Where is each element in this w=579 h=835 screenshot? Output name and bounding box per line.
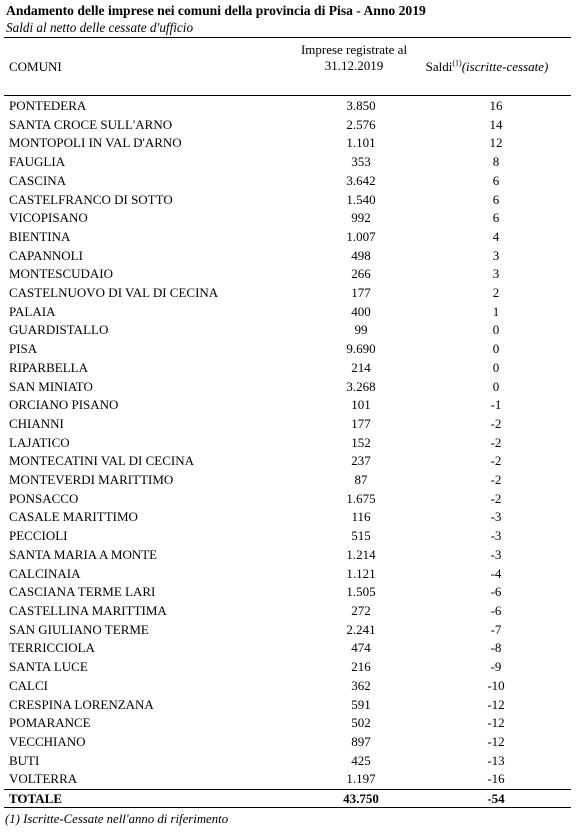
saldo-cell: -1 [490, 397, 502, 413]
imprese-cell: 99 [354, 322, 368, 338]
saldo-cell: -2 [490, 415, 502, 431]
saldo-cell: 0 [492, 322, 500, 338]
imprese-cell: 1.197 [346, 771, 376, 787]
comune-cell: CASTELLINA MARITTIMA [9, 602, 167, 618]
total-label: TOTALE [4, 790, 301, 808]
comune-cell: PALAIA [9, 303, 56, 319]
saldo-cell: 6 [492, 191, 500, 207]
table-row [4, 583, 571, 602]
comune-cell: MONTOPOLI IN VAL D'ARNO [9, 135, 182, 151]
table-row [4, 284, 571, 303]
comune-cell: TERRICCIOLA [9, 640, 95, 656]
column-header-saldi [404, 59, 570, 75]
table-row [4, 378, 571, 397]
table-row [4, 546, 571, 565]
table-row [4, 770, 571, 789]
imprese-cell: 353 [351, 154, 371, 170]
saldo-cell: -3 [490, 509, 502, 525]
saldo-cell: -4 [490, 565, 502, 581]
table-title: Andamento delle imprese nei comuni della provincia di Pisa - Anno 2019 [6, 3, 426, 18]
table-row [4, 621, 571, 640]
saldo-cell: 0 [492, 341, 500, 357]
table-row [4, 471, 571, 490]
imprese-cell: 3.268 [346, 378, 376, 394]
imprese-cell: 498 [351, 247, 371, 263]
comune-cell: VOLTERRA [9, 771, 78, 787]
imprese-cell: 400 [351, 303, 371, 319]
comune-cell: LAJATICO [9, 434, 70, 450]
comune-cell: PONTEDERA [9, 98, 87, 113]
comune-cell: CRESPINA LORENZANA [9, 696, 154, 712]
saldo-cell: -2 [490, 434, 502, 450]
table-row [4, 565, 571, 584]
table-row [4, 172, 571, 191]
table-row [4, 265, 571, 284]
comune-cell: CASALE MARITTIMO [9, 509, 138, 525]
saldo-cell: 16 [489, 98, 503, 113]
saldo-cell: -6 [490, 584, 502, 600]
saldo-cell: -12 [487, 696, 505, 712]
imprese-cell: 1.121 [346, 565, 376, 581]
saldo-cell: 3 [492, 266, 500, 282]
column-header-imprese: Imprese registrate al 31.12.2019 [300, 42, 408, 73]
comune-cell: GUARDISTALLO [9, 322, 109, 338]
comune-cell: SANTA CROCE SULL'ARNO [9, 116, 173, 132]
imprese-cell: 1.505 [346, 584, 376, 600]
table-row [4, 508, 571, 527]
imprese-cell: 897 [351, 733, 371, 749]
comune-cell: CHIANNI [9, 415, 64, 431]
comune-cell: RIPARBELLA [9, 359, 88, 375]
table-row [4, 677, 571, 696]
table-row [4, 191, 571, 210]
saldo-cell: -3 [490, 528, 502, 544]
table-row [4, 153, 571, 172]
table-row [4, 359, 571, 378]
comune-cell: BUTI [9, 752, 40, 768]
imprese-cell: 591 [351, 696, 371, 712]
imprese-cell: 266 [351, 266, 371, 282]
imprese-cell: 425 [351, 752, 371, 768]
imprese-cell: 9.690 [346, 341, 376, 357]
data-table [4, 97, 571, 808]
comune-cell: BIENTINA [9, 228, 71, 244]
total-saldo: -54 [421, 790, 571, 808]
saldo-cell: 8 [492, 154, 500, 170]
table-row [4, 639, 571, 658]
comune-cell: VICOPISANO [9, 210, 88, 226]
table-row [4, 415, 571, 434]
table-row [4, 321, 571, 340]
saldo-cell: -12 [487, 715, 505, 731]
header-top-rule [4, 37, 571, 38]
comune-cell: CASCIANA TERME LARI [9, 584, 156, 600]
table-subtitle: Saldi al netto delle cessate d'ufficio [6, 20, 194, 35]
comune-cell: MONTECATINI VAL DI CECINA [9, 453, 195, 469]
table-row [4, 97, 571, 116]
table-row [4, 733, 571, 752]
saldo-cell: -9 [490, 659, 502, 675]
comune-cell: SANTA MARIA A MONTE [9, 546, 158, 562]
imprese-cell: 502 [351, 715, 371, 731]
saldo-cell: -2 [490, 453, 502, 469]
saldo-cell: 3 [492, 247, 500, 263]
saldo-cell: -7 [490, 621, 502, 637]
comune-cell: CASTELFRANCO DI SOTTO [9, 191, 173, 207]
table-row [4, 303, 571, 322]
comune-cell: MONTESCUDAIO [9, 266, 113, 282]
imprese-cell: 216 [351, 659, 371, 675]
table-row [4, 602, 571, 621]
imprese-cell: 3.850 [346, 98, 376, 113]
saldo-cell: -8 [490, 640, 502, 656]
table-row [4, 209, 571, 228]
comune-cell: CALCINAIA [9, 565, 81, 581]
imprese-cell: 474 [351, 640, 371, 656]
table-row [4, 134, 571, 153]
imprese-cell: 177 [351, 285, 371, 301]
saldo-cell: 0 [492, 359, 500, 375]
imprese-cell: 1.540 [346, 191, 376, 207]
imprese-cell: 1.101 [346, 135, 376, 151]
table-row [4, 396, 571, 415]
imprese-cell: 272 [351, 602, 371, 618]
saldo-cell: 12 [489, 135, 503, 151]
comune-cell: POMARANCE [9, 715, 91, 731]
imprese-cell: 116 [351, 509, 371, 525]
table-row [4, 247, 571, 266]
table-row [4, 434, 571, 453]
comune-cell: PONSACCO [9, 490, 79, 506]
comune-cell: PISA [9, 341, 38, 357]
comune-cell: VECCHIANO [9, 733, 86, 749]
saldo-cell: 0 [492, 378, 500, 394]
comune-cell: FAUGLIA [9, 154, 66, 170]
comune-cell: PECCIOLI [9, 528, 68, 544]
saldo-cell: -16 [487, 771, 505, 787]
imprese-cell: 3.642 [346, 172, 376, 188]
imprese-cell: 1.214 [346, 546, 376, 562]
imprese-cell: 177 [351, 415, 371, 431]
saldo-cell: -6 [490, 602, 502, 618]
imprese-cell: 992 [351, 210, 371, 226]
table-row [4, 696, 571, 715]
comune-cell: CALCI [9, 677, 48, 693]
comune-cell: MONTEVERDI MARITTIMO [9, 472, 174, 488]
table-body [4, 97, 571, 790]
imprese-cell: 1.007 [346, 228, 376, 244]
imprese-cell: 152 [351, 434, 371, 450]
imprese-cell: 101 [351, 397, 371, 413]
saldo-cell: -12 [487, 733, 505, 749]
imprese-cell: 237 [351, 453, 371, 469]
saldo-cell: 6 [492, 172, 500, 188]
table-row [4, 490, 571, 509]
comune-cell: CASTELNUOVO DI VAL DI CECINA [9, 285, 219, 301]
total-row [4, 790, 571, 808]
comune-cell: SANTA LUCE [9, 659, 88, 675]
table-row [4, 452, 571, 471]
saldi-footnote-marker: (1) [452, 58, 462, 68]
saldo-cell: -3 [490, 546, 502, 562]
imprese-cell: 515 [351, 528, 371, 544]
imprese-cell: 2.241 [346, 621, 376, 637]
imprese-cell: 1.675 [346, 490, 376, 506]
imprese-cell: 214 [351, 359, 371, 375]
table-row [4, 658, 571, 677]
comune-cell: CASCINA [9, 172, 67, 188]
saldi-note: (iscritte-cessate) [461, 59, 549, 74]
saldi-label: Saldi [425, 59, 453, 74]
total-imprese: 43.750 [301, 790, 421, 808]
table-row [4, 527, 571, 546]
header-bottom-rule [4, 95, 571, 96]
comune-cell: CAPANNOLI [9, 247, 83, 263]
saldo-cell: 14 [489, 116, 503, 132]
comune-cell: SAN GIULIANO TERME [9, 621, 149, 637]
comune-cell: SAN MINIATO [9, 378, 93, 394]
saldo-cell: -2 [490, 490, 502, 506]
saldo-cell: 1 [492, 303, 500, 319]
footnote: (1) Iscritte-Cessate nell'anno di riferimento [5, 812, 229, 826]
saldo-cell: -13 [487, 752, 505, 768]
table-row [4, 228, 571, 247]
saldo-cell: 6 [492, 210, 500, 226]
imprese-cell: 362 [351, 677, 371, 693]
saldo-cell: 2 [492, 285, 500, 301]
table-row [4, 340, 571, 359]
table-row [4, 116, 571, 135]
saldo-cell: -2 [490, 472, 502, 488]
table-row [4, 752, 571, 771]
table-row [4, 714, 571, 733]
imprese-cell: 2.576 [346, 116, 376, 132]
column-header-comuni: COMUNI [9, 59, 62, 74]
comune-cell: ORCIANO PISANO [9, 397, 119, 413]
saldo-cell: -10 [487, 677, 505, 693]
imprese-cell: 87 [354, 472, 368, 488]
saldo-cell: 4 [492, 228, 500, 244]
